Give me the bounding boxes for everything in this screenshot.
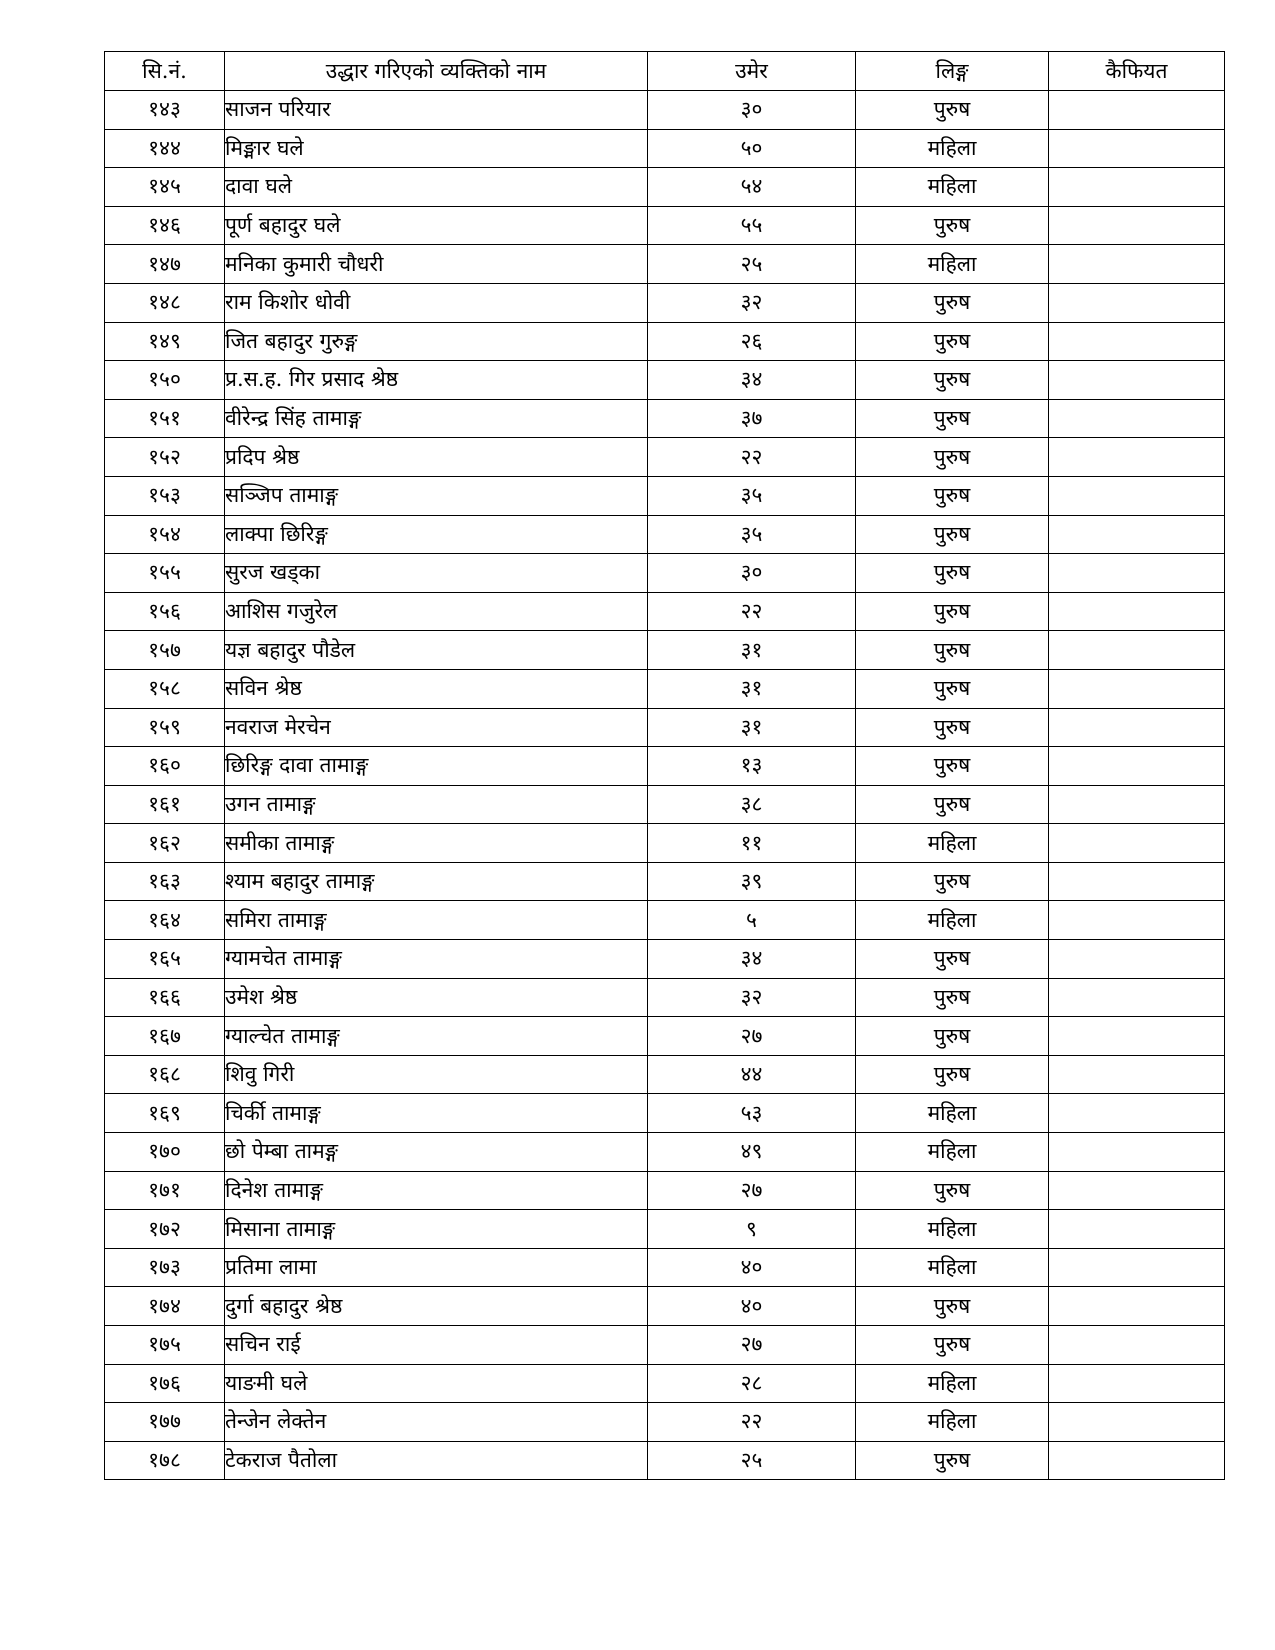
serial-number-cell: १४५: [105, 168, 225, 207]
person-name-cell: ग्यामचेत तामाङ्ग: [225, 940, 648, 979]
age-cell: ४४: [648, 1055, 856, 1094]
age-cell: २६: [648, 322, 856, 361]
age-cell: २२: [648, 592, 856, 631]
serial-number-cell: १७६: [105, 1364, 225, 1403]
remarks-cell: [1049, 1055, 1225, 1094]
gender-cell: पुरुष: [856, 862, 1049, 901]
table-row: [105, 978, 1225, 1017]
age-cell: ३५: [648, 476, 856, 515]
gender-cell: महिला: [856, 1133, 1049, 1172]
table-body: [105, 91, 1225, 1480]
serial-number-cell: १५०: [105, 361, 225, 400]
table-row: [105, 1441, 1225, 1480]
age-cell: ११: [648, 824, 856, 863]
age-cell: ३०: [648, 91, 856, 130]
table-row: [105, 322, 1225, 361]
table-row: [105, 554, 1225, 593]
age-cell: ३०: [648, 554, 856, 593]
remarks-cell: [1049, 708, 1225, 747]
person-name-cell: तेन्जेन लेक्तेन: [225, 1403, 648, 1442]
remarks-cell: [1049, 91, 1225, 130]
remarks-cell: [1049, 1248, 1225, 1287]
table-row: [105, 631, 1225, 670]
person-name-cell: सविन श्रेष्ठ: [225, 669, 648, 708]
age-cell: १३: [648, 747, 856, 786]
person-name-cell: दावा घले: [225, 168, 648, 207]
table-row: [105, 862, 1225, 901]
gender-cell: पुरुष: [856, 1017, 1049, 1056]
person-name-cell: आशिस गजुरेल: [225, 592, 648, 631]
age-cell: ५५: [648, 206, 856, 245]
gender-cell: पुरुष: [856, 631, 1049, 670]
remarks-cell: [1049, 1133, 1225, 1172]
remarks-cell: [1049, 399, 1225, 438]
serial-number-cell: १६८: [105, 1055, 225, 1094]
age-cell: ५३: [648, 1094, 856, 1133]
age-cell: ५४: [648, 168, 856, 207]
gender-cell: महिला: [856, 1094, 1049, 1133]
person-name-cell: दुर्गा बहादुर श्रेष्ठ: [225, 1287, 648, 1326]
serial-number-cell: १७२: [105, 1210, 225, 1249]
table-row: [105, 361, 1225, 400]
remarks-cell: [1049, 322, 1225, 361]
remarks-cell: [1049, 129, 1225, 168]
person-name-cell: सञ्जिप तामाङ्ग: [225, 476, 648, 515]
gender-cell: पुरुष: [856, 322, 1049, 361]
remarks-cell: [1049, 438, 1225, 477]
person-name-cell: समिरा तामाङ्ग: [225, 901, 648, 940]
table-row: [105, 824, 1225, 863]
age-cell: २८: [648, 1364, 856, 1403]
age-cell: ९: [648, 1210, 856, 1249]
serial-number-cell: १५९: [105, 708, 225, 747]
serial-number-cell: १६५: [105, 940, 225, 979]
gender-cell: महिला: [856, 901, 1049, 940]
table-row: [105, 476, 1225, 515]
table-row: [105, 283, 1225, 322]
remarks-cell: [1049, 631, 1225, 670]
person-name-cell: सचिन राई: [225, 1326, 648, 1365]
serial-number-cell: १५४: [105, 515, 225, 554]
remarks-cell: [1049, 476, 1225, 515]
serial-number-cell: १४७: [105, 245, 225, 284]
serial-number-cell: १५७: [105, 631, 225, 670]
remarks-cell: [1049, 361, 1225, 400]
gender-cell: महिला: [856, 1210, 1049, 1249]
gender-cell: पुरुष: [856, 708, 1049, 747]
person-name-cell: समीका तामाङ्ग: [225, 824, 648, 863]
person-name-cell: श्याम बहादुर तामाङ्ग: [225, 862, 648, 901]
person-name-cell: चिर्की तामाङ्ग: [225, 1094, 648, 1133]
table-row: [105, 708, 1225, 747]
age-cell: ५०: [648, 129, 856, 168]
remarks-cell: [1049, 901, 1225, 940]
serial-number-cell: १४४: [105, 129, 225, 168]
gender-cell: महिला: [856, 824, 1049, 863]
serial-number-cell: १४८: [105, 283, 225, 322]
serial-number-cell: १६१: [105, 785, 225, 824]
table-row: [105, 1017, 1225, 1056]
gender-cell: पुरुष: [856, 361, 1049, 400]
person-name-cell: प्र.स.ह. गिर प्रसाद श्रेष्ठ: [225, 361, 648, 400]
remarks-cell: [1049, 1326, 1225, 1365]
remarks-cell: [1049, 206, 1225, 245]
serial-number-cell: १६२: [105, 824, 225, 863]
person-name-cell: यज्ञ बहादुर पौडेल: [225, 631, 648, 670]
remarks-cell: [1049, 1210, 1225, 1249]
gender-cell: पुरुष: [856, 515, 1049, 554]
age-cell: ३७: [648, 399, 856, 438]
serial-number-cell: १७७: [105, 1403, 225, 1442]
remarks-cell: [1049, 554, 1225, 593]
gender-cell: पुरुष: [856, 476, 1049, 515]
table-row: [105, 515, 1225, 554]
table-row: [105, 1326, 1225, 1365]
table-row: [105, 399, 1225, 438]
gender-cell: पुरुष: [856, 592, 1049, 631]
gender-cell: पुरुष: [856, 978, 1049, 1017]
table-row: [105, 1248, 1225, 1287]
person-name-cell: ग्याल्चेत तामाङ्ग: [225, 1017, 648, 1056]
gender-cell: पुरुष: [856, 206, 1049, 245]
remarks-cell: [1049, 592, 1225, 631]
person-name-cell: मिङ्मार घले: [225, 129, 648, 168]
gender-cell: पुरुष: [856, 1441, 1049, 1480]
remarks-cell: [1049, 1171, 1225, 1210]
person-name-cell: याङमी घले: [225, 1364, 648, 1403]
person-name-cell: उगन तामाङ्ग: [225, 785, 648, 824]
person-name-cell: राम किशोर धोवी: [225, 283, 648, 322]
remarks-cell: [1049, 747, 1225, 786]
serial-number-cell: १५१: [105, 399, 225, 438]
age-cell: ३४: [648, 940, 856, 979]
age-cell: २५: [648, 245, 856, 284]
remarks-cell: [1049, 824, 1225, 863]
gender-cell: पुरुष: [856, 940, 1049, 979]
table-row: [105, 747, 1225, 786]
remarks-cell: [1049, 1364, 1225, 1403]
header-remarks: कैफियत: [1049, 52, 1225, 91]
gender-cell: पुरुष: [856, 1171, 1049, 1210]
remarks-cell: [1049, 669, 1225, 708]
gender-cell: पुरुष: [856, 1055, 1049, 1094]
age-cell: २२: [648, 1403, 856, 1442]
gender-cell: पुरुष: [856, 399, 1049, 438]
table-row: [105, 669, 1225, 708]
table-row: [105, 129, 1225, 168]
serial-number-cell: १६४: [105, 901, 225, 940]
header-gender: लिङ्ग: [856, 52, 1049, 91]
age-cell: ४०: [648, 1248, 856, 1287]
person-name-cell: टेकराज पैतोला: [225, 1441, 648, 1480]
person-name-cell: वीरेन्द्र सिंह तामाङ्ग: [225, 399, 648, 438]
person-name-cell: उमेश श्रेष्ठ: [225, 978, 648, 1017]
person-name-cell: लाक्पा छिरिङ्ग: [225, 515, 648, 554]
person-name-cell: पूर्ण बहादुर घले: [225, 206, 648, 245]
serial-number-cell: १७५: [105, 1326, 225, 1365]
gender-cell: महिला: [856, 1248, 1049, 1287]
age-cell: ३५: [648, 515, 856, 554]
serial-number-cell: १४६: [105, 206, 225, 245]
serial-number-cell: १७४: [105, 1287, 225, 1326]
table-row: [105, 940, 1225, 979]
gender-cell: पुरुष: [856, 438, 1049, 477]
table-row: [105, 1210, 1225, 1249]
table-row: [105, 206, 1225, 245]
person-name-cell: छो पेम्बा तामङ्ग: [225, 1133, 648, 1172]
table-row: [105, 1364, 1225, 1403]
header-age: उमेर: [648, 52, 856, 91]
gender-cell: पुरुष: [856, 554, 1049, 593]
age-cell: ४९: [648, 1133, 856, 1172]
age-cell: २७: [648, 1171, 856, 1210]
serial-number-cell: १४९: [105, 322, 225, 361]
person-name-cell: साजन परियार: [225, 91, 648, 130]
gender-cell: महिला: [856, 245, 1049, 284]
gender-cell: महिला: [856, 129, 1049, 168]
gender-cell: पुरुष: [856, 669, 1049, 708]
serial-number-cell: १६०: [105, 747, 225, 786]
age-cell: ३४: [648, 361, 856, 400]
age-cell: ५: [648, 901, 856, 940]
gender-cell: महिला: [856, 1364, 1049, 1403]
gender-cell: पुरुष: [856, 91, 1049, 130]
gender-cell: पुरुष: [856, 785, 1049, 824]
remarks-cell: [1049, 283, 1225, 322]
serial-number-cell: १७३: [105, 1248, 225, 1287]
header-rescued-person-name: उद्धार गरिएको व्यक्तिको नाम: [225, 52, 648, 91]
age-cell: ३१: [648, 669, 856, 708]
remarks-cell: [1049, 785, 1225, 824]
age-cell: ३८: [648, 785, 856, 824]
age-cell: २५: [648, 1441, 856, 1480]
person-name-cell: दिनेश तामाङ्ग: [225, 1171, 648, 1210]
gender-cell: पुरुष: [856, 1287, 1049, 1326]
age-cell: ३९: [648, 862, 856, 901]
remarks-cell: [1049, 1287, 1225, 1326]
gender-cell: पुरुष: [856, 1326, 1049, 1365]
table-row: [105, 1403, 1225, 1442]
person-name-cell: मनिका कुमारी चौधरी: [225, 245, 648, 284]
table-row: [105, 438, 1225, 477]
age-cell: ३१: [648, 708, 856, 747]
age-cell: ४०: [648, 1287, 856, 1326]
age-cell: ३१: [648, 631, 856, 670]
remarks-cell: [1049, 1441, 1225, 1480]
age-cell: २७: [648, 1017, 856, 1056]
remarks-cell: [1049, 245, 1225, 284]
serial-number-cell: १६७: [105, 1017, 225, 1056]
table-row: [105, 1055, 1225, 1094]
table-row: [105, 785, 1225, 824]
serial-number-cell: १७१: [105, 1171, 225, 1210]
gender-cell: पुरुष: [856, 747, 1049, 786]
age-cell: २२: [648, 438, 856, 477]
remarks-cell: [1049, 1403, 1225, 1442]
person-name-cell: छिरिङ्ग दावा तामाङ्ग: [225, 747, 648, 786]
table-header-row: [105, 52, 1225, 91]
serial-number-cell: १६६: [105, 978, 225, 1017]
remarks-cell: [1049, 940, 1225, 979]
person-name-cell: जित बहादुर गुरुङ्ग: [225, 322, 648, 361]
table-row: [105, 245, 1225, 284]
serial-number-cell: १५६: [105, 592, 225, 631]
person-name-cell: सुरज खड्का: [225, 554, 648, 593]
remarks-cell: [1049, 168, 1225, 207]
person-name-cell: प्रतिमा लामा: [225, 1248, 648, 1287]
remarks-cell: [1049, 978, 1225, 1017]
serial-number-cell: १७८: [105, 1441, 225, 1480]
age-cell: ३२: [648, 978, 856, 1017]
table-row: [105, 1171, 1225, 1210]
table-row: [105, 91, 1225, 130]
serial-number-cell: १४३: [105, 91, 225, 130]
serial-number-cell: १५५: [105, 554, 225, 593]
serial-number-cell: १७०: [105, 1133, 225, 1172]
person-name-cell: मिसाना तामाङ्ग: [225, 1210, 648, 1249]
table-row: [105, 592, 1225, 631]
remarks-cell: [1049, 1094, 1225, 1133]
person-name-cell: शिवु गिरी: [225, 1055, 648, 1094]
serial-number-cell: १५३: [105, 476, 225, 515]
remarks-cell: [1049, 515, 1225, 554]
gender-cell: पुरुष: [856, 283, 1049, 322]
gender-cell: महिला: [856, 1403, 1049, 1442]
table-row: [105, 901, 1225, 940]
header-serial-number: सि.नं.: [105, 52, 225, 91]
serial-number-cell: १६३: [105, 862, 225, 901]
table-row: [105, 168, 1225, 207]
table-row: [105, 1094, 1225, 1133]
serial-number-cell: १५८: [105, 669, 225, 708]
person-name-cell: नवराज मेरचेन: [225, 708, 648, 747]
gender-cell: महिला: [856, 168, 1049, 207]
rescued-persons-table: [104, 51, 1225, 1480]
age-cell: २७: [648, 1326, 856, 1365]
serial-number-cell: १६९: [105, 1094, 225, 1133]
remarks-cell: [1049, 1017, 1225, 1056]
table-row: [105, 1287, 1225, 1326]
serial-number-cell: १५२: [105, 438, 225, 477]
person-name-cell: प्रदिप श्रेष्ठ: [225, 438, 648, 477]
table-row: [105, 1133, 1225, 1172]
remarks-cell: [1049, 862, 1225, 901]
age-cell: ३२: [648, 283, 856, 322]
